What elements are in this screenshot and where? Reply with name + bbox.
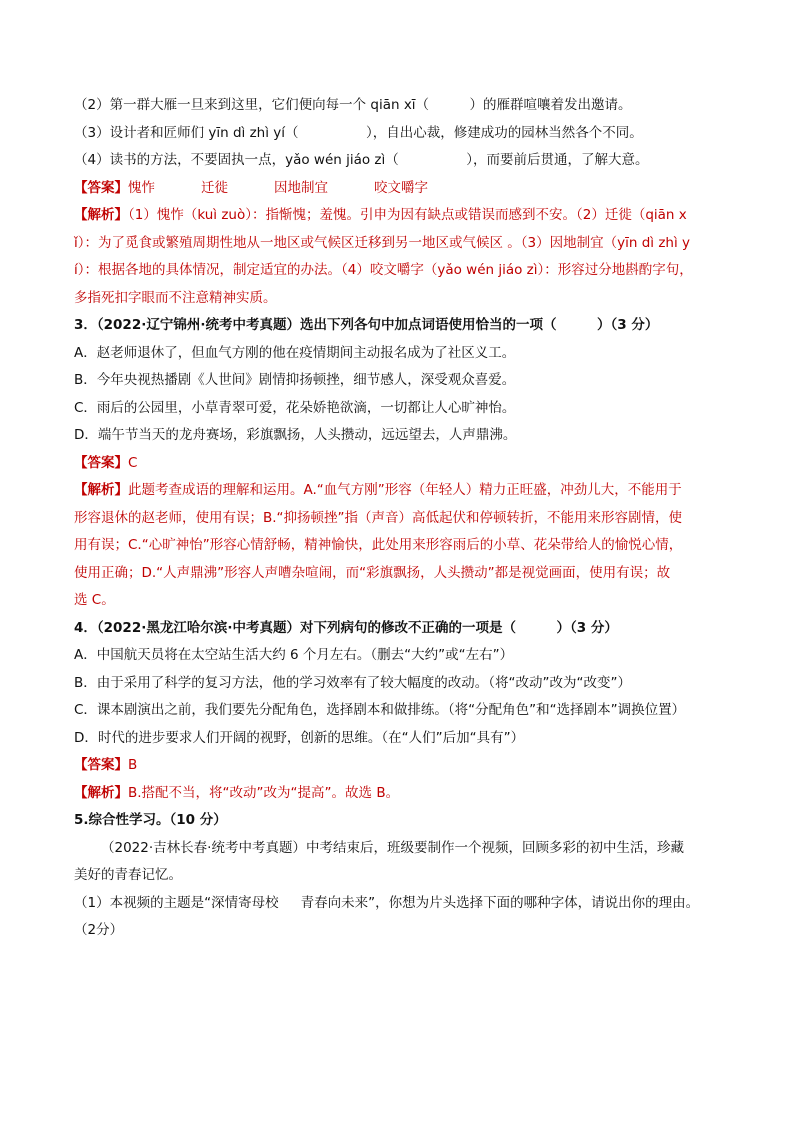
q3-analysis-line-2: 形容退休的赵老师，使用有误；B.“抑扬顿挫”指（声音）高低起伏和停顿转折，不能用来形容剧情，使 xyxy=(74,509,683,526)
q3-analysis-text-1: 此题考查成语的理解和运用。A.“血气方刚”形容（年轻人）精力正旺盛，冲劲儿大，不能用于 xyxy=(128,482,682,498)
q3-analysis-line-3: 用有误；C.“心旷神怡”形容心情舒畅，精神愉快，此处用来形容雨后的小草、花朵带给人的愉悦心情， xyxy=(74,537,683,553)
q2-analysis-line-2: ǐ）：为了觅食或繁殖周期性地从一地区或气候区迁移到另一地区或气候区 。（3）因地制宜（yīn dì zhì y xyxy=(74,234,691,251)
q2-analysis-line-4: 多指死扣字眼而不注意精神实质。 xyxy=(74,289,277,306)
q5-intro-line-2: 美好的青春记忆。 xyxy=(74,867,182,883)
q4-analysis xyxy=(74,780,726,808)
q4-option-b: B．由于采用了科学的复习方法，他的学习效率有了较大幅度的改动。（将“改动”改为“改变”） xyxy=(74,674,631,691)
q4-option-a: A．中国航天员将在太空站生活大约 6 个月左右。（删去“大约”或“左右”） xyxy=(74,647,514,663)
q3-analysis-line-4: 使用正确；D.“人声鼎沸”形容人声嘈杂喧闹，而“彩旗飘扬，人头攒动”都是视觉画面，使用有误；故 xyxy=(74,564,671,581)
answer-1: 愧怍 xyxy=(128,179,155,196)
q2-sub2: （2）第一群大雁一旦来到这里，它们便向每一个 qiān xī（ ）的雁群喧嚷着发出邀请。 xyxy=(74,97,632,113)
q5-sub1-line-1 xyxy=(74,890,726,918)
document-page xyxy=(74,92,726,945)
q3-option-c: C．雨后的公园里，小草青翠可爱，花朵娇艳欲滴，一切都让人心旷神怡。 xyxy=(74,399,516,416)
q3-answer-value: C xyxy=(128,454,138,471)
q3-analysis-line-5: 选 C。 xyxy=(74,592,115,608)
q3-option-a: A．赵老师退休了，但血气方刚的他在疫情期间主动报名成为了社区义工。 xyxy=(74,344,516,361)
q4-option-d: D．时代的进步要求人们开阔的视野，创新的思维。（在“人们”后加“具有”） xyxy=(74,729,525,746)
q3-analysis-line-1 xyxy=(74,477,726,505)
q2-sub3: （3）设计者和匠师们 yīn dì zhì yí（ ），自出心裁，修建成功的园林当然各个不同。 xyxy=(74,124,643,141)
q4-analysis-text: B.搭配不当，将“改动”改为“提高”。故选 B。 xyxy=(128,784,400,801)
q2-analysis-line-3: í）：根据各地的具体情况，制定适宜的办法。（4）咬文嚼字（yǎo wén jiáo zì）：形容过分地斟酌字句， xyxy=(74,262,693,278)
q3-option-b: B．今年央视热播剧《人世间》剧情抑扬顿挫，细节感人，深受观众喜爱。 xyxy=(74,372,516,388)
answer-3: 因地制宜 xyxy=(274,179,328,196)
q4-option-c: C．课本剧演出之前，我们要先分配角色，选择剧本和做排练。（将“分配角色”和“选择剧本”调换位置） xyxy=(74,702,686,718)
q4-answer-value: B xyxy=(128,757,138,773)
q5-stem: 5.综合性学习。（10 分） xyxy=(74,812,227,828)
q3-answer xyxy=(74,450,726,478)
analysis-tag: 【解析】 xyxy=(74,482,128,498)
q2-answer xyxy=(74,175,726,203)
analysis-tag: 【解析】 xyxy=(74,784,128,801)
analysis-tag: 【解析】 xyxy=(74,207,128,223)
q3-stem: 3．（2022·辽宁锦州·统考中考真题）选出下列各句中加点词语使用恰当的一项（ ）（3 分） xyxy=(74,317,659,333)
q5-sub1-line-2: （2分） xyxy=(74,922,124,938)
answer-tag: 【答案】 xyxy=(74,757,128,773)
answer-tag: 【答案】 xyxy=(74,179,128,196)
q5-sub1-text-a: （1）本视频的主题是“深情寄母校 xyxy=(74,894,279,911)
q3-option-d: D．端午节当天的龙舟赛场，彩旗飘扬，人头攒动，远远望去，人声鼎沸。 xyxy=(74,427,517,443)
q4-stem: 4．（2022·黑龙江哈尔滨·中考真题）对下列病句的修改不正确的一项是（ ）（3 分） xyxy=(74,619,618,636)
answer-4: 咬文嚼字 xyxy=(374,179,428,196)
q2-analysis-text-1: （1）愧怍（kuì zuò）：指惭愧；羞愧。引申为因有缺点或错误而感到不安。（2）迁徙（qiān x xyxy=(128,207,687,223)
q4-answer xyxy=(74,752,726,780)
q2-analysis-line-1 xyxy=(74,202,726,230)
answer-tag: 【答案】 xyxy=(74,454,128,471)
q5-intro-line-1: （2022·吉林长春·统考中考真题）中考结束后，班级要制作一个视频，回顾多彩的初中生活，珍藏 xyxy=(101,839,684,856)
answer-2: 迁徙 xyxy=(201,179,228,196)
q5-sub1-text-b: 青春向未来”，你想为片头选择下面的哪种字体，请说出你的理由。 xyxy=(300,894,700,911)
q2-sub4: （4）读书的方法，不要固执一点，yǎo wén jiáo zì（ ），而要前后贯通，了解大意。 xyxy=(74,152,649,168)
